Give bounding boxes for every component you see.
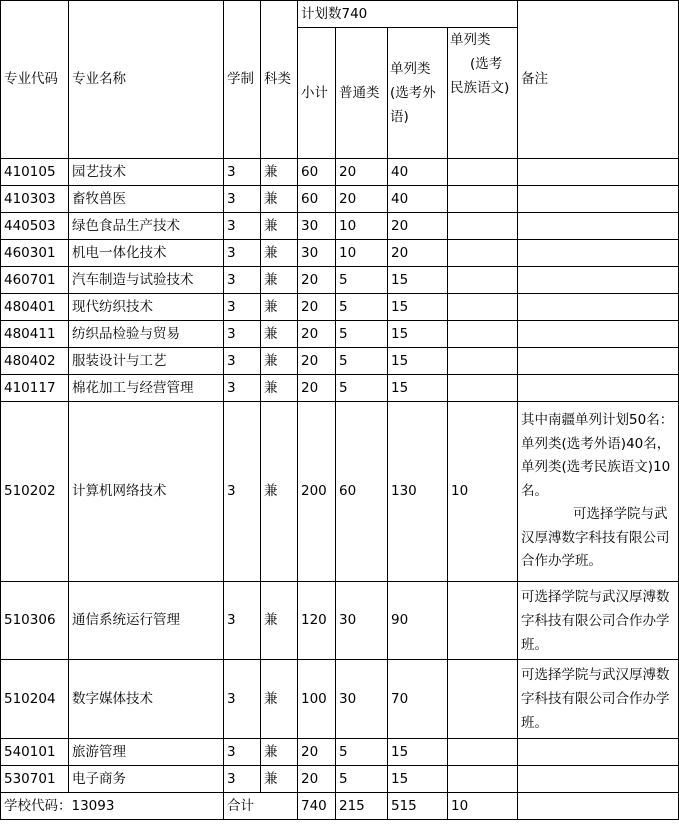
cell-regular: 5	[336, 267, 388, 294]
table-row	[1, 402, 679, 582]
cell-code: 510202	[1, 402, 69, 582]
remarks-partner-class: 可选择学院与武汉厚溥数字科技有限公司合作办学班。	[521, 506, 670, 570]
cell-single-a: 15	[388, 348, 448, 375]
cell-name: 汽车制造与试验技术	[69, 267, 224, 294]
cell-duration: 3	[224, 267, 261, 294]
table-row	[1, 766, 679, 793]
cell-duration: 3	[224, 582, 261, 660]
cell-name: 绿色食品生产技术	[69, 213, 224, 240]
cell-subtotal: 60	[298, 186, 336, 213]
cell-remarks	[518, 186, 679, 213]
cell-duration: 3	[224, 294, 261, 321]
cell-regular: 5	[336, 766, 388, 793]
cell-category: 兼	[261, 766, 298, 793]
cell-subtotal: 20	[298, 348, 336, 375]
remarks-southern-quota: 其中南疆单列计划50名：单列类(选考外语)40名，单列类(选考民族语文)10名。	[521, 411, 674, 499]
header-single-b-line1: 单列类	[450, 32, 491, 48]
cell-single-b	[448, 240, 518, 267]
cell-single-b	[448, 186, 518, 213]
cell-remarks	[518, 321, 679, 348]
cell-name: 棉花加工与经营管理	[69, 375, 224, 402]
cell-remarks	[518, 348, 679, 375]
cell-category: 兼	[261, 739, 298, 766]
cell-regular: 60	[336, 402, 388, 582]
table-row	[1, 213, 679, 240]
cell-single-b	[448, 267, 518, 294]
cell-regular: 20	[336, 186, 388, 213]
table-row	[1, 186, 679, 213]
cell-single-b	[448, 739, 518, 766]
header-code: 专业代码	[1, 1, 69, 159]
cell-single-a: 90	[388, 582, 448, 660]
cell-subtotal: 60	[298, 159, 336, 186]
cell-single-b	[448, 321, 518, 348]
cell-code: 540101	[1, 739, 69, 766]
cell-subtotal: 20	[298, 294, 336, 321]
header-category: 科类	[261, 1, 298, 159]
header-regular: 普通类	[336, 28, 388, 159]
cell-category: 兼	[261, 375, 298, 402]
cell-name: 园艺技术	[69, 159, 224, 186]
cell-duration: 3	[224, 739, 261, 766]
cell-category: 兼	[261, 240, 298, 267]
cell-category: 兼	[261, 582, 298, 660]
cell-remarks	[518, 294, 679, 321]
cell-single-b: 10	[448, 402, 518, 582]
cell-code: 460301	[1, 240, 69, 267]
cell-duration: 3	[224, 159, 261, 186]
cell-code: 510306	[1, 582, 69, 660]
cell-code: 480411	[1, 321, 69, 348]
footer-regular: 215	[336, 793, 388, 820]
cell-duration: 3	[224, 213, 261, 240]
cell-regular: 30	[336, 582, 388, 660]
cell-single-b	[448, 582, 518, 660]
cell-category: 兼	[261, 186, 298, 213]
header-name: 专业名称	[69, 1, 224, 159]
header-subtotal: 小计	[298, 28, 336, 159]
cell-subtotal: 120	[298, 582, 336, 660]
cell-subtotal: 20	[298, 375, 336, 402]
cell-single-a: 40	[388, 159, 448, 186]
table-row	[1, 267, 679, 294]
cell-single-a: 15	[388, 321, 448, 348]
cell-category: 兼	[261, 348, 298, 375]
cell-remarks: 可选择学院与武汉厚溥数字科技有限公司合作办学班。	[518, 582, 679, 660]
cell-remarks	[518, 213, 679, 240]
cell-duration: 3	[224, 766, 261, 793]
cell-name: 旅游管理	[69, 739, 224, 766]
cell-single-b	[448, 159, 518, 186]
table-row	[1, 348, 679, 375]
cell-single-b	[448, 213, 518, 240]
table-row	[1, 294, 679, 321]
cell-single-b	[448, 660, 518, 739]
cell-category: 兼	[261, 159, 298, 186]
header-plan-total: 计划数740	[298, 1, 518, 28]
cell-regular: 10	[336, 240, 388, 267]
cell-category: 兼	[261, 321, 298, 348]
cell-remarks	[518, 766, 679, 793]
cell-name: 数字媒体技术	[69, 660, 224, 739]
cell-subtotal: 20	[298, 321, 336, 348]
cell-code: 460701	[1, 267, 69, 294]
table-row	[1, 159, 679, 186]
cell-code: 410117	[1, 375, 69, 402]
cell-remarks	[518, 402, 679, 582]
cell-code: 480402	[1, 348, 69, 375]
cell-subtotal: 20	[298, 267, 336, 294]
cell-regular: 10	[336, 213, 388, 240]
cell-code: 410105	[1, 159, 69, 186]
cell-category: 兼	[261, 213, 298, 240]
cell-single-b	[448, 375, 518, 402]
cell-code: 510204	[1, 660, 69, 739]
cell-name: 机电一体化技术	[69, 240, 224, 267]
cell-subtotal: 20	[298, 739, 336, 766]
footer-single-b: 10	[448, 793, 518, 820]
cell-regular: 5	[336, 294, 388, 321]
cell-subtotal: 20	[298, 766, 336, 793]
cell-name: 纺织品检验与贸易	[69, 321, 224, 348]
cell-single-a: 40	[388, 186, 448, 213]
table-row	[1, 240, 679, 267]
cell-remarks	[518, 739, 679, 766]
cell-remarks	[518, 240, 679, 267]
table-row	[1, 375, 679, 402]
cell-code: 440503	[1, 213, 69, 240]
cell-subtotal: 30	[298, 240, 336, 267]
cell-remarks	[518, 375, 679, 402]
cell-category: 兼	[261, 267, 298, 294]
footer-school-code: 学校代码：13093	[1, 793, 224, 820]
cell-duration: 3	[224, 375, 261, 402]
cell-single-a: 15	[388, 267, 448, 294]
table-row	[1, 660, 679, 739]
cell-code: 530701	[1, 766, 69, 793]
header-row-1	[1, 1, 679, 28]
cell-category: 兼	[261, 402, 298, 582]
cell-single-a: 15	[388, 375, 448, 402]
cell-name: 通信系统运行管理	[69, 582, 224, 660]
cell-name: 电子商务	[69, 766, 224, 793]
cell-regular: 30	[336, 660, 388, 739]
cell-code: 480401	[1, 294, 69, 321]
cell-single-b	[448, 294, 518, 321]
table-row	[1, 321, 679, 348]
header-single-a: 单列类(选考外语)	[388, 28, 448, 159]
cell-name: 现代纺织技术	[69, 294, 224, 321]
cell-category: 兼	[261, 660, 298, 739]
cell-single-a: 15	[388, 294, 448, 321]
footer-single-a: 515	[388, 793, 448, 820]
cell-single-b	[448, 766, 518, 793]
cell-regular: 5	[336, 375, 388, 402]
table-row	[1, 739, 679, 766]
cell-subtotal: 100	[298, 660, 336, 739]
cell-single-a: 20	[388, 240, 448, 267]
cell-subtotal: 200	[298, 402, 336, 582]
cell-single-a: 70	[388, 660, 448, 739]
cell-duration: 3	[224, 321, 261, 348]
header-duration: 学制	[224, 1, 261, 159]
cell-name: 畜牧兽医	[69, 186, 224, 213]
cell-regular: 5	[336, 348, 388, 375]
cell-name: 服装设计与工艺	[69, 348, 224, 375]
cell-regular: 5	[336, 321, 388, 348]
cell-regular: 5	[336, 739, 388, 766]
footer-remarks	[518, 793, 679, 820]
cell-name: 计算机网络技术	[69, 402, 224, 582]
cell-single-a: 15	[388, 739, 448, 766]
cell-duration: 3	[224, 186, 261, 213]
cell-single-a: 15	[388, 766, 448, 793]
cell-duration: 3	[224, 660, 261, 739]
cell-duration: 3	[224, 240, 261, 267]
header-single-b	[448, 28, 518, 159]
footer-subtotal: 740	[298, 793, 336, 820]
cell-remarks: 可选择学院与武汉厚溥数字科技有限公司合作办学班。	[518, 660, 679, 739]
cell-single-a: 130	[388, 402, 448, 582]
cell-single-a: 20	[388, 213, 448, 240]
cell-code: 410303	[1, 186, 69, 213]
table-row	[1, 582, 679, 660]
header-single-b-line2: (选考民族语文)	[450, 56, 510, 96]
cell-duration: 3	[224, 348, 261, 375]
cell-duration: 3	[224, 402, 261, 582]
cell-subtotal: 30	[298, 213, 336, 240]
footer-row	[1, 793, 679, 820]
cell-remarks	[518, 159, 679, 186]
cell-category: 兼	[261, 294, 298, 321]
cell-single-b	[448, 348, 518, 375]
cell-regular: 20	[336, 159, 388, 186]
cell-remarks	[518, 267, 679, 294]
footer-total-label: 合计	[224, 793, 298, 820]
header-remarks: 备注	[518, 1, 679, 159]
